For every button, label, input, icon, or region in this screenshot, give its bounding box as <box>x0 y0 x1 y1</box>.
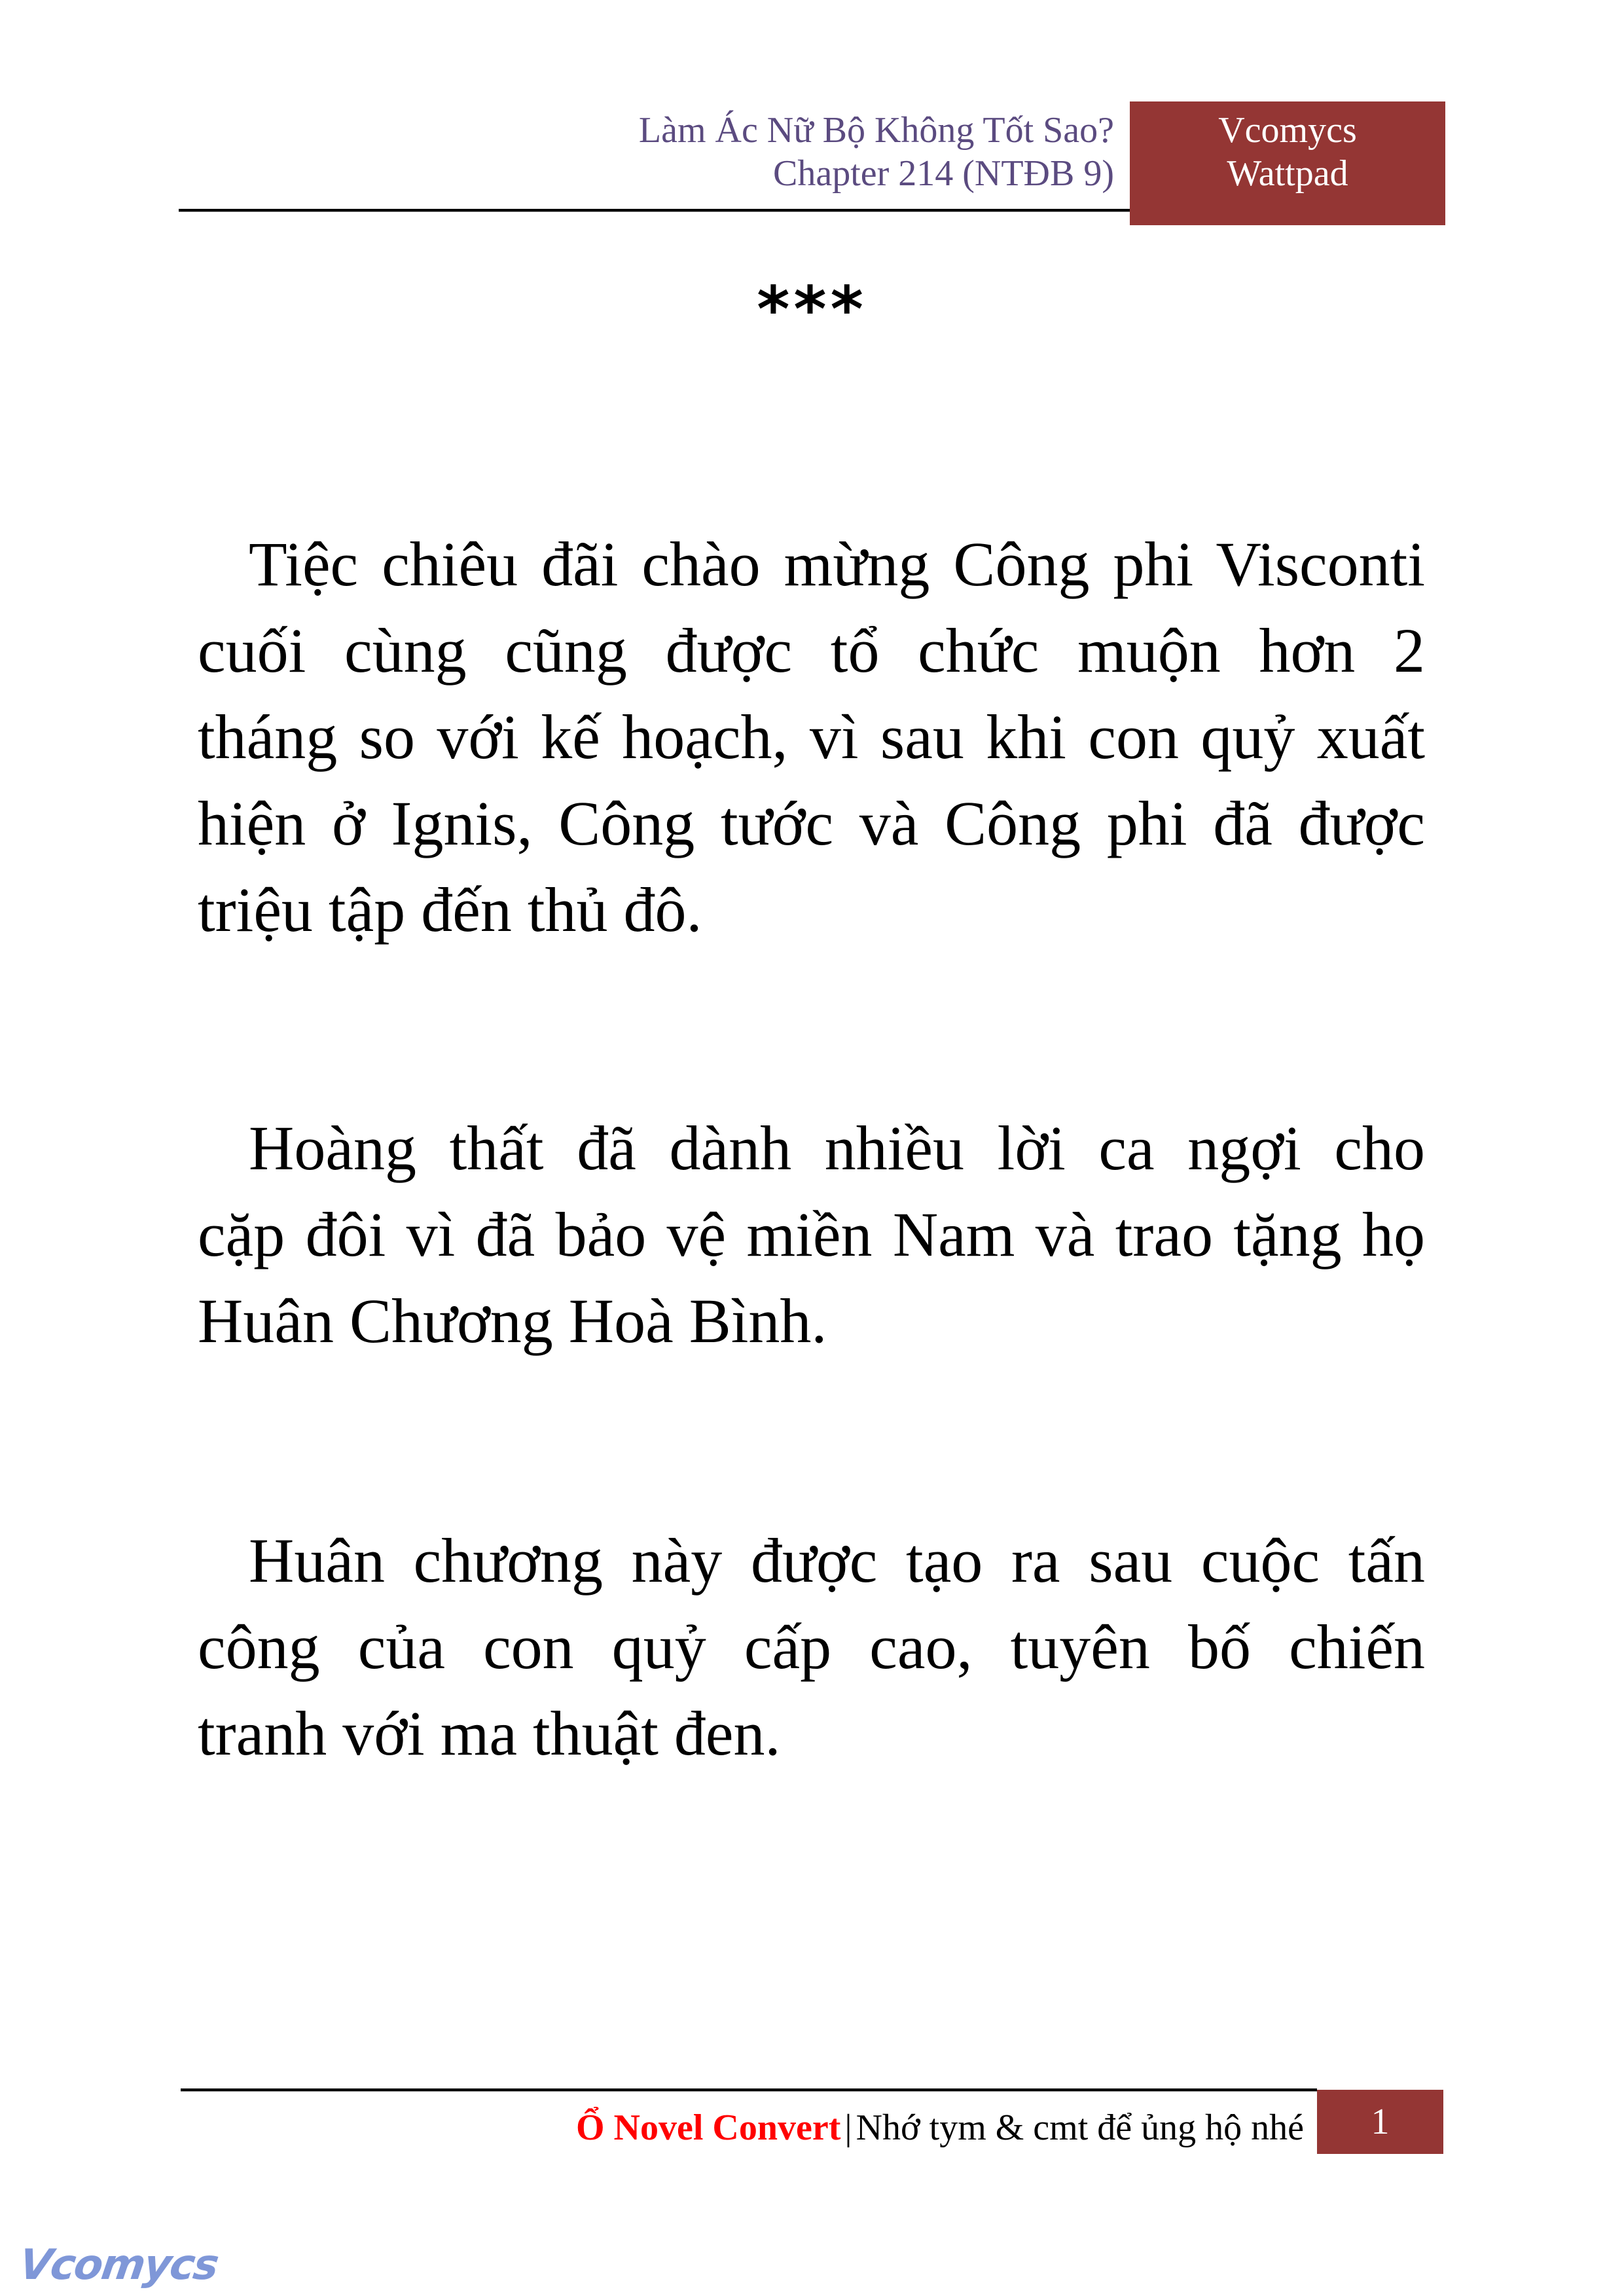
footer-brand: Ổ Novel Convert <box>576 2107 841 2148</box>
paragraph-line: công của con quỷ cấp cao, tuyên bố chiến <box>198 1612 1425 1682</box>
paragraph-line: hiện ở Ignis, Công tước và Công phi đã được <box>198 788 1425 858</box>
paragraph-2 <box>198 1105 1425 1364</box>
book-title: Làm Ác Nữ Bộ Không Tốt Sao? <box>638 110 1114 151</box>
paragraph-line: cuối cùng cũng được tổ chức muộn hơn 2 <box>198 615 1425 685</box>
paragraph-1 <box>198 521 1425 953</box>
paragraph-line: Tiệc chiêu đãi chào mừng Công phi Visconti <box>249 529 1425 599</box>
publisher-badge <box>1130 101 1445 225</box>
footer-divider-shadow <box>181 2091 1317 2092</box>
publisher-badge-line1: Vcomycs <box>1218 110 1357 151</box>
running-header <box>639 109 1114 195</box>
page-number-badge <box>1317 2090 1443 2154</box>
paragraph-line: Huân Chương Hoà Bình. <box>198 1286 827 1356</box>
header-divider-shadow <box>179 211 1130 212</box>
footer-separator: | <box>844 2107 852 2148</box>
running-footer <box>576 2107 1304 2149</box>
scene-separator: *** <box>757 273 867 346</box>
paragraph-line: triệu tập đến thủ đô. <box>198 875 702 945</box>
paragraph-line: Huân chương này được tạo ra sau cuộc tấn <box>249 1525 1425 1595</box>
page-number: 1 <box>1371 2102 1390 2142</box>
paragraph-3 <box>198 1518 1425 1777</box>
paragraph-line: cặp đôi vì đã bảo vệ miền Nam và trao tặng họ <box>198 1199 1425 1269</box>
chapter-label: Chapter 214 (NTĐB 9) <box>772 153 1114 194</box>
paragraph-line: tranh với ma thuật đen. <box>198 1698 781 1768</box>
paragraph-line: Hoàng thất đã dành nhiều lời ca ngợi cho <box>249 1113 1425 1183</box>
vcomycs-logo-watermark: Vcomycs <box>16 2241 221 2289</box>
publisher-badge-line2: Wattpad <box>1227 153 1348 194</box>
footer-message: Nhớ tym & cmt để ủng hộ nhé <box>856 2107 1304 2148</box>
paragraph-line: tháng so với kế hoạch, vì sau khi con quỷ xuất <box>198 702 1425 772</box>
